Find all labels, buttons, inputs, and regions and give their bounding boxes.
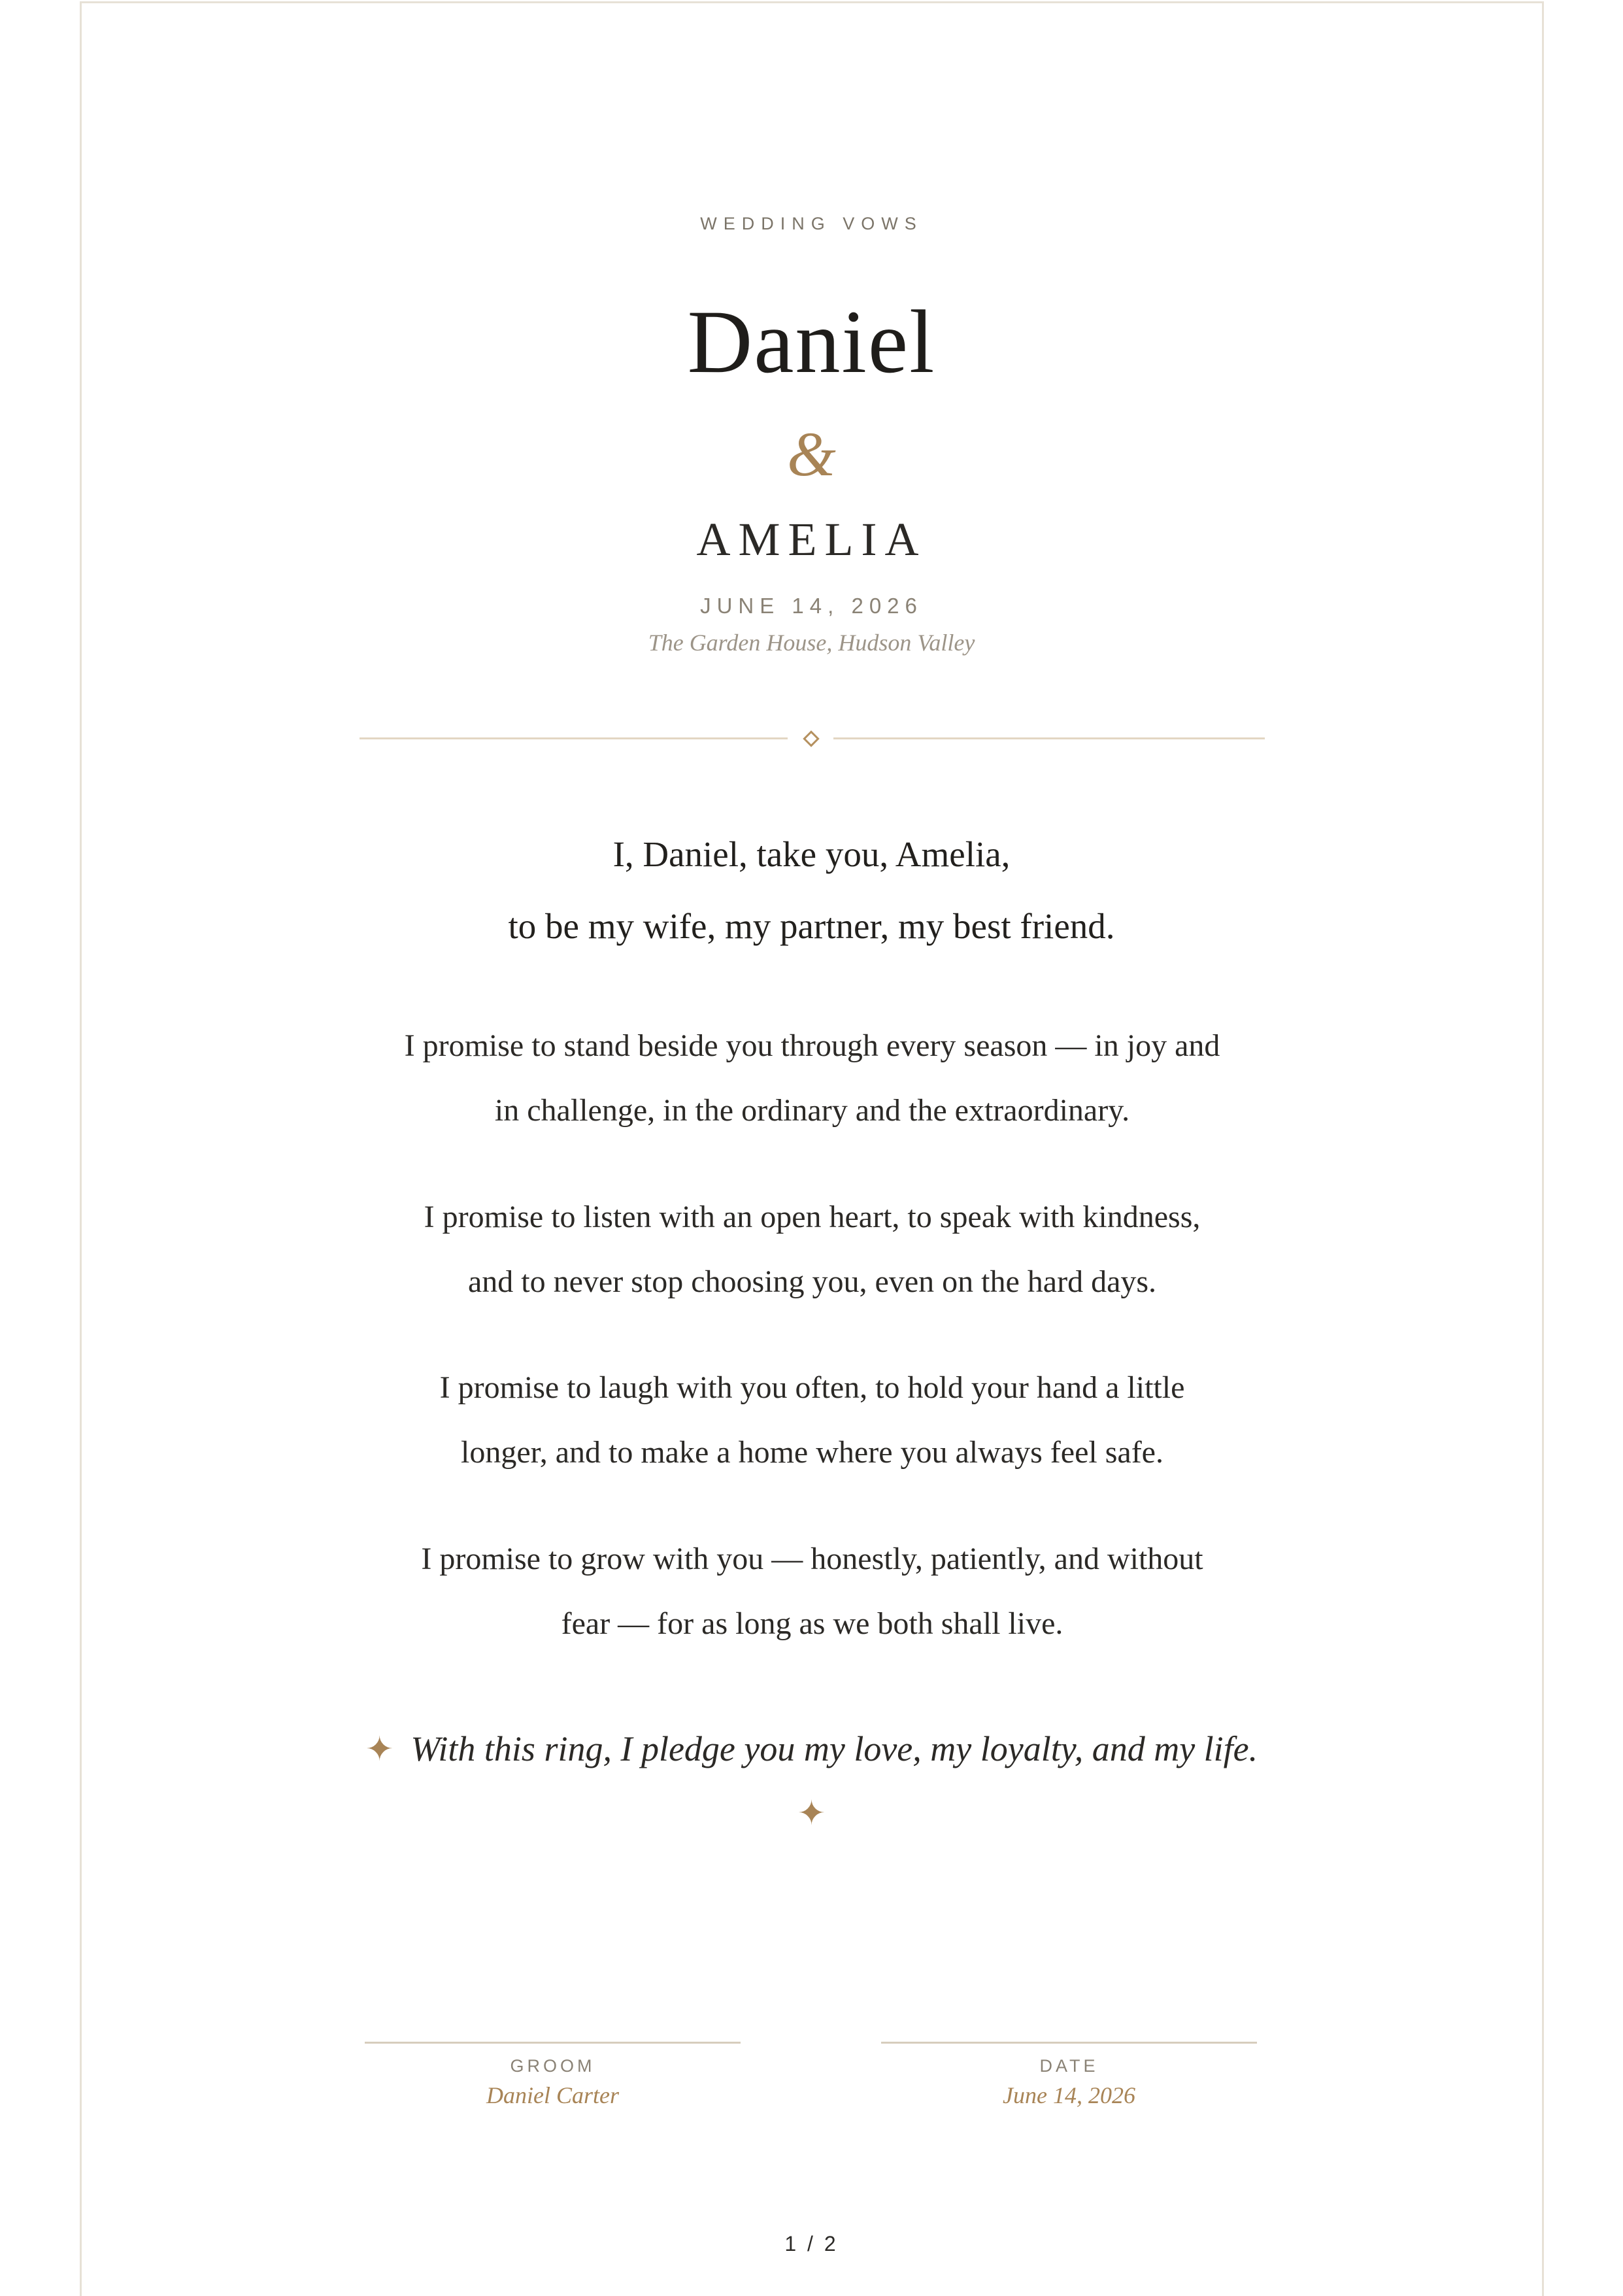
- vow-paragraph: [346, 1185, 1278, 1314]
- vow-line: I promise to grow with you — honestly, patiently, and without: [421, 1542, 1203, 1576]
- signature-date: June 14, 2026: [1003, 2082, 1135, 2108]
- vow-opening-line: to be my wife, my partner, my best friend.: [508, 906, 1115, 946]
- divider-rule-right: [833, 737, 1265, 739]
- partner-name-secondary: AMELIA: [696, 513, 927, 566]
- vow-line: I promise to laugh with you often, to hold your hand a little: [439, 1370, 1185, 1405]
- ampersand-ornament: &: [787, 419, 836, 489]
- wedding-date: JUNE 14, 2026: [700, 594, 923, 618]
- groom-name: Daniel Carter: [486, 2082, 619, 2108]
- vow-line: in challenge, in the ordinary and the extraordinary.: [494, 1093, 1130, 1128]
- page-number: 1 / 2: [784, 2232, 839, 2255]
- vow-line: fear — for as long as we both shall live.: [561, 1606, 1063, 1641]
- sparkle-icon: ✦: [365, 1731, 394, 1768]
- document-kicker: WEDDING VOWS: [700, 214, 923, 233]
- vow-paragraph: [346, 1013, 1278, 1143]
- divider-rule-left: [360, 737, 788, 739]
- groom-signature-line: [365, 2042, 741, 2044]
- ring-pledge: [0, 1719, 1623, 1780]
- vow-paragraph: [346, 1355, 1278, 1485]
- sparkle-icon: ✦: [797, 1795, 826, 1832]
- groom-label: GROOM: [510, 2056, 595, 2076]
- date-signature-line: [881, 2042, 1257, 2044]
- vow-line: I promise to stand beside you through every season — in joy and: [404, 1028, 1220, 1063]
- vow-line: longer, and to make a home where you always feel safe.: [461, 1435, 1163, 1470]
- vow-line: and to never stop choosing you, even on the hard days.: [467, 1264, 1157, 1299]
- partner-name-primary: Daniel: [687, 292, 936, 392]
- vow-paragraph: [346, 1527, 1278, 1656]
- wedding-venue: The Garden House, Hudson Valley: [648, 630, 975, 656]
- ring-pledge-text: With this ring, I pledge you my love, my loyalty, and my life.: [410, 1729, 1258, 1768]
- vow-opening-line: I, Daniel, take you, Amelia,: [612, 834, 1011, 874]
- date-label: DATE: [1039, 2056, 1099, 2076]
- vow-line: I promise to listen with an open heart, to speak with kindness,: [424, 1200, 1201, 1234]
